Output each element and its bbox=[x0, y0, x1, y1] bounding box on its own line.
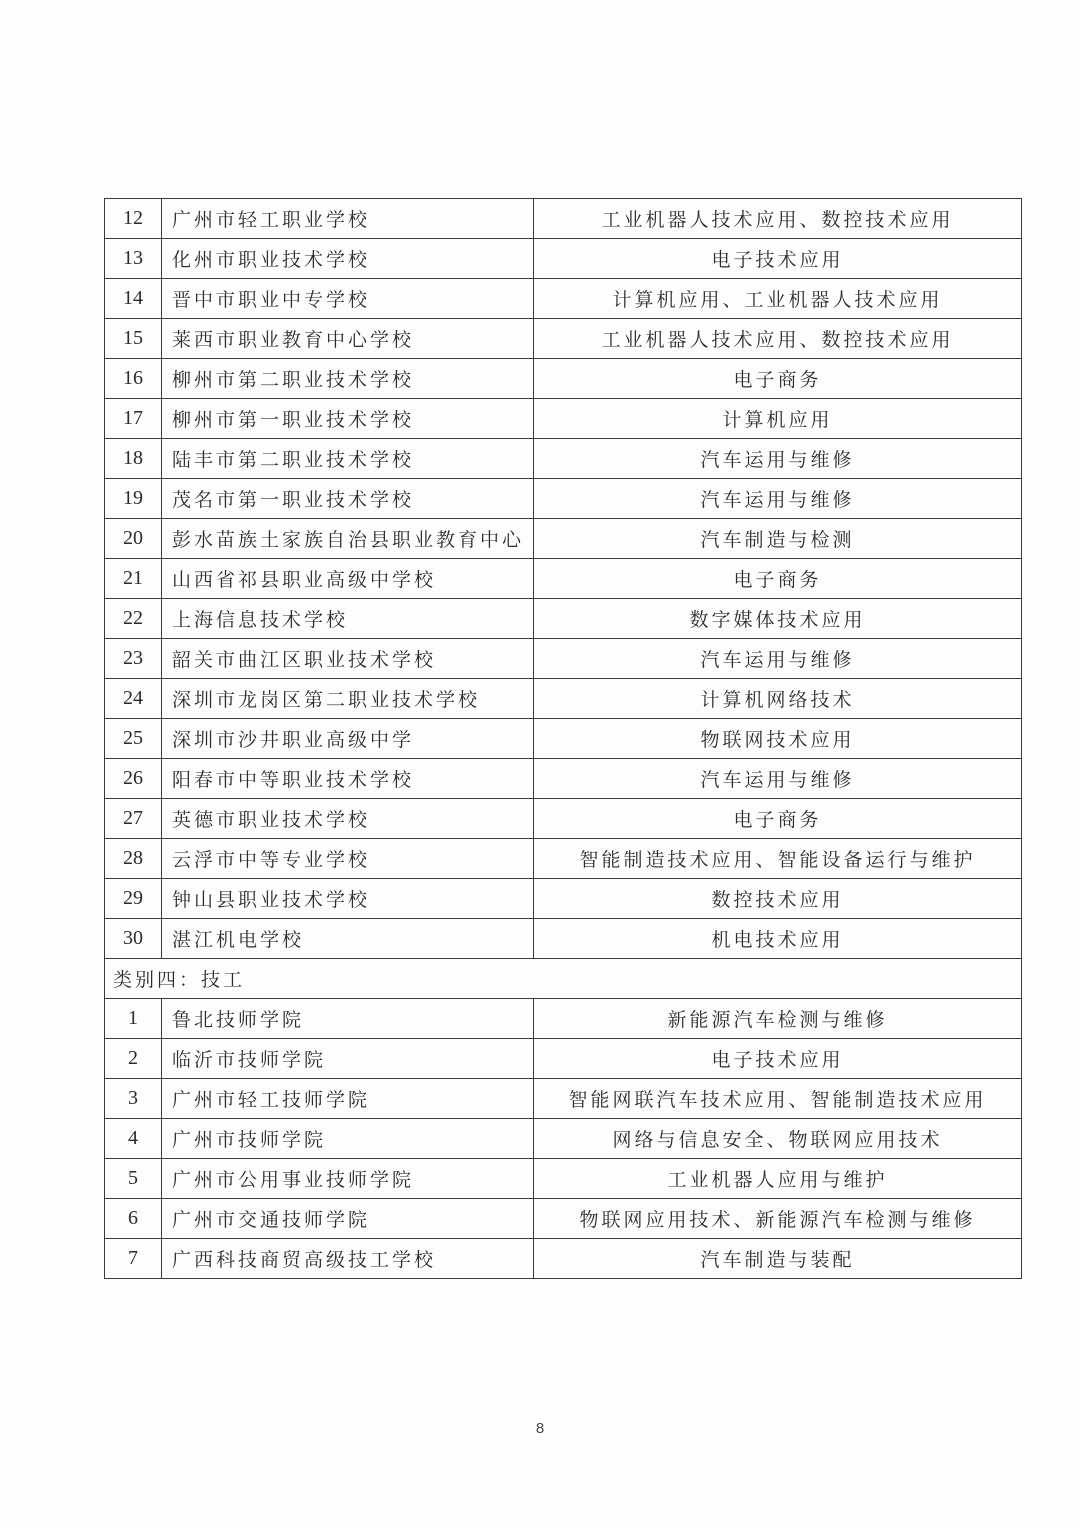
school-name: 韶关市曲江区职业技术学校 bbox=[162, 639, 534, 679]
table-row bbox=[105, 1039, 1022, 1079]
table-row bbox=[105, 359, 1022, 399]
table-row bbox=[105, 879, 1022, 919]
school-name: 茂名市第一职业技术学校 bbox=[162, 479, 534, 519]
school-name: 湛江机电学校 bbox=[162, 919, 534, 959]
row-number: 25 bbox=[105, 719, 162, 759]
school-name: 深圳市龙岗区第二职业技术学校 bbox=[162, 679, 534, 719]
school-name: 广西科技商贸高级技工学校 bbox=[162, 1239, 534, 1279]
row-number: 14 bbox=[105, 279, 162, 319]
table-row bbox=[105, 839, 1022, 879]
table-row bbox=[105, 559, 1022, 599]
table-row bbox=[105, 1199, 1022, 1239]
major-name: 网络与信息安全、物联网应用技术 bbox=[534, 1119, 1022, 1159]
major-name: 汽车运用与维修 bbox=[534, 759, 1022, 799]
table-row bbox=[105, 399, 1022, 439]
row-number: 24 bbox=[105, 679, 162, 719]
row-number: 30 bbox=[105, 919, 162, 959]
row-number: 23 bbox=[105, 639, 162, 679]
row-number: 22 bbox=[105, 599, 162, 639]
row-number: 6 bbox=[105, 1199, 162, 1239]
row-number: 27 bbox=[105, 799, 162, 839]
major-name: 电子商务 bbox=[534, 559, 1022, 599]
table-row bbox=[105, 1079, 1022, 1119]
table-row bbox=[105, 999, 1022, 1039]
major-name: 汽车运用与维修 bbox=[534, 439, 1022, 479]
school-name: 云浮市中等专业学校 bbox=[162, 839, 534, 879]
major-name: 电子技术应用 bbox=[534, 239, 1022, 279]
school-name: 化州市职业技术学校 bbox=[162, 239, 534, 279]
school-name: 上海信息技术学校 bbox=[162, 599, 534, 639]
major-name: 物联网应用技术、新能源汽车检测与维修 bbox=[534, 1199, 1022, 1239]
school-name: 陆丰市第二职业技术学校 bbox=[162, 439, 534, 479]
table-row bbox=[105, 719, 1022, 759]
school-name: 彭水苗族土家族自治县职业教育中心 bbox=[162, 519, 534, 559]
row-number: 16 bbox=[105, 359, 162, 399]
school-name: 山西省祁县职业高级中学校 bbox=[162, 559, 534, 599]
major-name: 汽车运用与维修 bbox=[534, 639, 1022, 679]
school-name: 柳州市第一职业技术学校 bbox=[162, 399, 534, 439]
table-row bbox=[105, 679, 1022, 719]
row-number: 12 bbox=[105, 199, 162, 239]
school-name: 广州市轻工技师学院 bbox=[162, 1079, 534, 1119]
major-name: 工业机器人应用与维护 bbox=[534, 1159, 1022, 1199]
school-name: 临沂市技师学院 bbox=[162, 1039, 534, 1079]
row-number: 1 bbox=[105, 999, 162, 1039]
row-number: 4 bbox=[105, 1119, 162, 1159]
row-number: 28 bbox=[105, 839, 162, 879]
school-name: 晋中市职业中专学校 bbox=[162, 279, 534, 319]
row-number: 2 bbox=[105, 1039, 162, 1079]
row-number: 19 bbox=[105, 479, 162, 519]
school-name: 莱西市职业教育中心学校 bbox=[162, 319, 534, 359]
major-name: 工业机器人技术应用、数控技术应用 bbox=[534, 319, 1022, 359]
table-row bbox=[105, 1159, 1022, 1199]
table-row bbox=[105, 919, 1022, 959]
major-name: 计算机应用 bbox=[534, 399, 1022, 439]
row-number: 7 bbox=[105, 1239, 162, 1279]
table-row bbox=[105, 639, 1022, 679]
major-name: 计算机网络技术 bbox=[534, 679, 1022, 719]
table-row bbox=[105, 199, 1022, 239]
row-number: 5 bbox=[105, 1159, 162, 1199]
major-name: 电子技术应用 bbox=[534, 1039, 1022, 1079]
major-name: 数字媒体技术应用 bbox=[534, 599, 1022, 639]
school-name: 深圳市沙井职业高级中学 bbox=[162, 719, 534, 759]
table-row bbox=[105, 759, 1022, 799]
table-row bbox=[105, 479, 1022, 519]
major-name: 智能制造技术应用、智能设备运行与维护 bbox=[534, 839, 1022, 879]
table-row bbox=[105, 279, 1022, 319]
page-number: 8 bbox=[535, 1420, 545, 1437]
table-row bbox=[105, 519, 1022, 559]
category-title: 类别四：技工 bbox=[105, 959, 1022, 999]
school-name: 柳州市第二职业技术学校 bbox=[162, 359, 534, 399]
school-name: 广州市轻工职业学校 bbox=[162, 199, 534, 239]
major-name: 汽车制造与装配 bbox=[534, 1239, 1022, 1279]
category-header-row bbox=[105, 959, 1022, 999]
table-body-category4 bbox=[105, 999, 1022, 1279]
school-name: 鲁北技师学院 bbox=[162, 999, 534, 1039]
row-number: 17 bbox=[105, 399, 162, 439]
major-name: 汽车运用与维修 bbox=[534, 479, 1022, 519]
major-name: 电子商务 bbox=[534, 359, 1022, 399]
school-name: 钟山县职业技术学校 bbox=[162, 879, 534, 919]
row-number: 21 bbox=[105, 559, 162, 599]
row-number: 20 bbox=[105, 519, 162, 559]
school-name: 广州市公用事业技师学院 bbox=[162, 1159, 534, 1199]
row-number: 3 bbox=[105, 1079, 162, 1119]
major-name: 数控技术应用 bbox=[534, 879, 1022, 919]
table-row bbox=[105, 599, 1022, 639]
category-header-group bbox=[105, 959, 1022, 999]
school-name: 英德市职业技术学校 bbox=[162, 799, 534, 839]
table-row bbox=[105, 799, 1022, 839]
major-name: 物联网技术应用 bbox=[534, 719, 1022, 759]
school-name: 广州市技师学院 bbox=[162, 1119, 534, 1159]
table-row bbox=[105, 239, 1022, 279]
row-number: 29 bbox=[105, 879, 162, 919]
school-major-table bbox=[104, 198, 1022, 1279]
school-name: 广州市交通技师学院 bbox=[162, 1199, 534, 1239]
major-name: 机电技术应用 bbox=[534, 919, 1022, 959]
table-row bbox=[105, 439, 1022, 479]
table-body-continued bbox=[105, 199, 1022, 959]
row-number: 13 bbox=[105, 239, 162, 279]
major-name: 新能源汽车检测与维修 bbox=[534, 999, 1022, 1039]
major-name: 汽车制造与检测 bbox=[534, 519, 1022, 559]
row-number: 26 bbox=[105, 759, 162, 799]
table-row bbox=[105, 1239, 1022, 1279]
table-row bbox=[105, 1119, 1022, 1159]
major-name: 智能网联汽车技术应用、智能制造技术应用 bbox=[534, 1079, 1022, 1119]
major-name: 工业机器人技术应用、数控技术应用 bbox=[534, 199, 1022, 239]
school-name: 阳春市中等职业技术学校 bbox=[162, 759, 534, 799]
row-number: 15 bbox=[105, 319, 162, 359]
table-row bbox=[105, 319, 1022, 359]
row-number: 18 bbox=[105, 439, 162, 479]
major-name: 计算机应用、工业机器人技术应用 bbox=[534, 279, 1022, 319]
major-name: 电子商务 bbox=[534, 799, 1022, 839]
